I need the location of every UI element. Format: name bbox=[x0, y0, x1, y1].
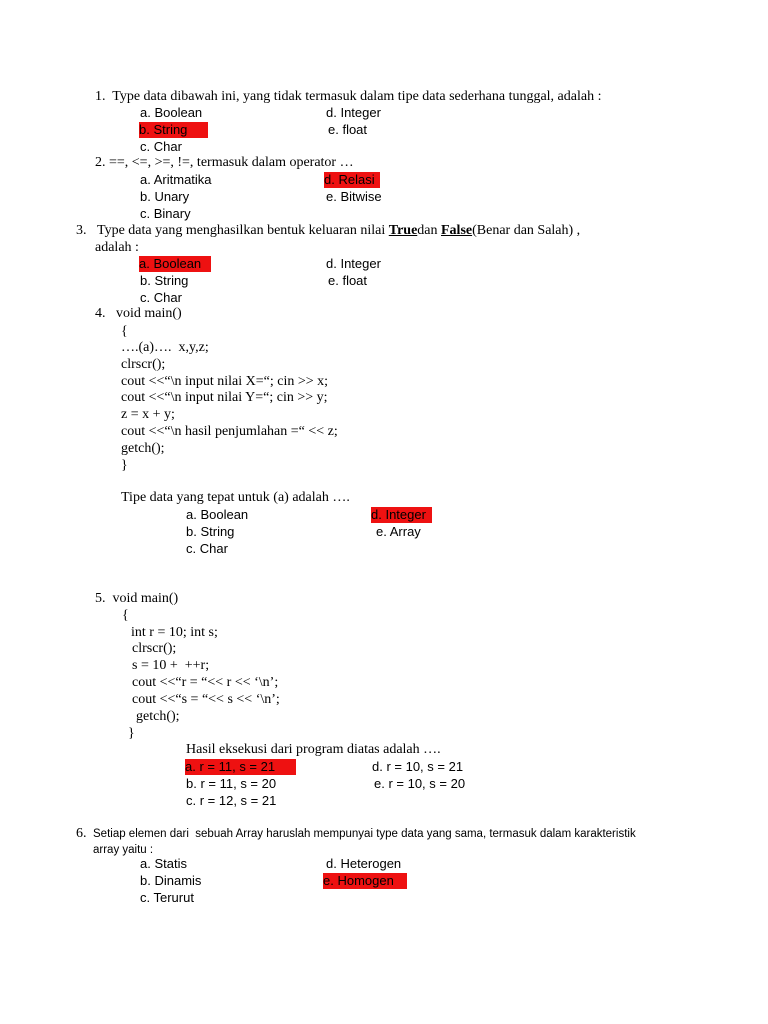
q4-option-b: b. String bbox=[186, 524, 235, 539]
q5-question: Hasil eksekusi dari program diatas adalah …. bbox=[186, 742, 441, 757]
q4-code-line: clrscr(); bbox=[121, 357, 166, 372]
q4-code-line: getch(); bbox=[121, 441, 165, 456]
q5-option-c: c. r = 12, s = 21 bbox=[186, 793, 277, 808]
q3-option-c: c. Char bbox=[140, 290, 182, 305]
q5-option-d: d. r = 10, s = 21 bbox=[372, 759, 464, 774]
q5-code-line: s = 10 + ++r; bbox=[132, 658, 210, 673]
q6-question-line2: array yaitu : bbox=[93, 844, 154, 856]
q4-code-line: ….(a)…. x,y,z; bbox=[121, 340, 209, 355]
q3-question-line2: adalah : bbox=[95, 240, 139, 255]
q6-question: Setiap elemen dari sebuah Array haruslah mempunyai type data yang sama, termasuk dalam karakteristik bbox=[93, 828, 636, 840]
q1-option-c: c. Char bbox=[140, 139, 182, 154]
q1-question: 1. Type data dibawah ini, yang tidak termasuk dalam tipe data sederhana tunggal, adalah : bbox=[95, 89, 602, 104]
q4-code-line: cout <<“\n input nilai Y=“; cin >> y; bbox=[121, 390, 328, 405]
q1-option-b-highlighted: b. String bbox=[139, 122, 208, 138]
q3-number: 3. bbox=[76, 223, 87, 238]
q5-code-line: cout <<“r = “<< r << ‘\n’; bbox=[132, 675, 279, 690]
q3-option-a-highlighted: a. Boolean bbox=[139, 256, 211, 272]
q2-option-e: e. Bitwise bbox=[326, 189, 382, 204]
q5-code-line: { bbox=[122, 608, 129, 623]
q5-code-line: int r = 10; int s; bbox=[131, 625, 218, 640]
q5-option-a-highlighted: a. r = 11, s = 21 bbox=[185, 759, 296, 775]
q3-option-b: b. String bbox=[140, 273, 189, 288]
q6-number: 6. bbox=[76, 826, 87, 841]
q2-option-c: c. Binary bbox=[140, 206, 191, 221]
q5-code-line: clrscr(); bbox=[132, 641, 177, 656]
q4-question: Tipe data yang tepat untuk (a) adalah …. bbox=[121, 490, 350, 505]
q4-header: 4. void main() bbox=[95, 306, 182, 321]
q3-question: Type data yang menghasilkan bentuk keluaran nilai Truedan False(Benar dan Salah) , bbox=[97, 223, 581, 238]
q4-code-line: cout <<“\n input nilai X=“; cin >> x; bbox=[121, 374, 329, 389]
q5-code-line: } bbox=[128, 726, 135, 741]
q6-option-e-highlighted: e. Homogen bbox=[323, 873, 407, 889]
q4-code-line: } bbox=[121, 458, 128, 473]
q4-code-line: cout <<“\n hasil penjumlahan =“ << z; bbox=[121, 424, 338, 439]
q4-option-a: a. Boolean bbox=[186, 507, 249, 522]
q3-false-word: False bbox=[441, 223, 473, 238]
q5-option-e: e. r = 10, s = 20 bbox=[374, 776, 466, 791]
q6-option-b: b. Dinamis bbox=[140, 873, 202, 888]
q4-option-d-highlighted: d. Integer bbox=[371, 507, 432, 523]
q1-option-a: a. Boolean bbox=[140, 105, 203, 120]
q1-option-e: e. float bbox=[328, 122, 368, 137]
q4-code-line: { bbox=[121, 324, 128, 339]
q6-option-a: a. Statis bbox=[140, 856, 187, 871]
q5-option-b: b. r = 11, s = 20 bbox=[186, 776, 277, 791]
q2-question: 2. ==, <=, >=, !=, termasuk dalam operator … bbox=[95, 155, 354, 170]
q3-true-word: True bbox=[388, 223, 418, 238]
q4-option-e: e. Array bbox=[376, 524, 421, 539]
q2-option-a: a. Aritmatika bbox=[140, 172, 212, 187]
q4-code-line: z = x + y; bbox=[121, 407, 175, 422]
q5-code-line: getch(); bbox=[136, 709, 180, 724]
q2-option-d-highlighted: d. Relasi bbox=[324, 172, 380, 188]
q3-option-d: d. Integer bbox=[326, 256, 381, 271]
q4-option-c: c. Char bbox=[186, 541, 228, 556]
q2-option-b: b. Unary bbox=[140, 189, 190, 204]
q3-option-e: e. float bbox=[328, 273, 368, 288]
q5-code-line: cout <<“s = “<< s << ‘\n’; bbox=[132, 692, 280, 707]
q6-option-d: d. Heterogen bbox=[326, 856, 402, 871]
q5-header: 5. void main() bbox=[95, 591, 179, 606]
q6-option-c: c. Terurut bbox=[140, 890, 194, 905]
q1-option-d: d. Integer bbox=[326, 105, 381, 120]
